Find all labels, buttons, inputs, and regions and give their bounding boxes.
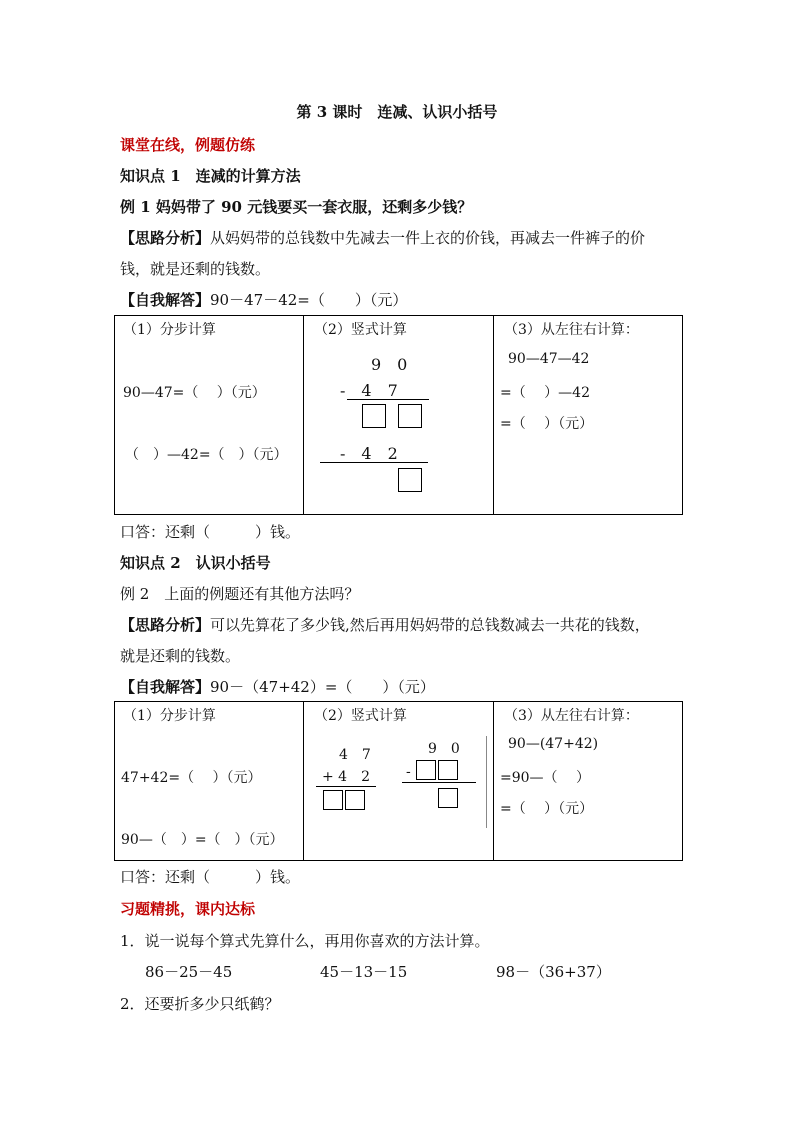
solve-text: 90－（47+42）=（ ）（元）: [210, 678, 435, 696]
page-title: 第 3 课时 连减、认识小括号: [296, 103, 498, 121]
answer-box[interactable]: [416, 760, 436, 780]
step-calc-line2: （ ）—42=（ ）（元）: [125, 447, 288, 463]
vertical-top-number: 9 0: [371, 355, 408, 374]
left-to-right-line2: =90—（ ）: [500, 770, 590, 786]
vertical-subtrahend-2: - 4 2: [340, 444, 398, 463]
vertical-rule-2: [320, 462, 428, 463]
answer-box[interactable]: [362, 404, 386, 428]
solution-table-2: [114, 701, 683, 861]
analysis-tag: 【思路分析】: [120, 616, 211, 634]
vertical-rule-1: [347, 399, 429, 400]
answer-box[interactable]: [438, 788, 458, 808]
example-1-analysis-line2: 钱，就是还剩的钱数。: [120, 260, 271, 278]
answer-box[interactable]: [438, 760, 458, 780]
solve-text: 90－47－42=（ ）（元）: [210, 291, 408, 309]
vertical-a-top: 4 7: [339, 747, 371, 763]
answer-box[interactable]: [398, 404, 422, 428]
step-calc-line1: 47+42=（ ）（元）: [121, 770, 262, 786]
divider-line: [486, 736, 487, 828]
answer-box[interactable]: [398, 468, 422, 492]
vertical-subtrahend-1: - 4 7: [340, 381, 398, 400]
example-1-analysis-line1: [120, 227, 645, 248]
solve-tag: 【自我解答】: [120, 678, 211, 696]
analysis-tag: 【思路分析】: [120, 229, 211, 247]
vertical-a-rule: [316, 786, 376, 787]
vertical-b-rule: [402, 782, 476, 783]
vertical-calc-heading: （2）竖式计算: [314, 708, 407, 724]
solve-tag: 【自我解答】: [120, 291, 211, 309]
left-to-right-line2: =（ ）—42: [500, 385, 590, 401]
oral-answer-1: 口答：还剩（ ）钱。: [120, 523, 301, 541]
example-2: 例 2 上面的例题还有其他方法吗？: [120, 585, 360, 603]
example-1-solve: [120, 289, 407, 310]
vertical-a-addend: + 4 2: [322, 769, 370, 785]
oral-answer-2: 口答：还剩（ ）钱。: [120, 868, 301, 886]
example-2-solve: [120, 676, 435, 697]
knowledge-point-1: 知识点 1 连减的计算方法: [120, 167, 301, 185]
answer-box[interactable]: [323, 790, 343, 810]
left-to-right-heading: （3）从左往右计算：: [504, 708, 639, 724]
analysis-text: 可以先算花了多少钱,然后再用妈妈带的总钱数减去一共花的钱数，: [210, 616, 650, 634]
left-to-right-line1: 90—47—42: [508, 351, 590, 367]
question-1: 1．说一说每个算式先算什么，再用你喜欢的方法计算。: [120, 932, 490, 950]
question-2: 2．还要折多少只纸鹤？: [120, 995, 280, 1013]
left-to-right-line1: 90—(47+42): [508, 736, 599, 752]
section-heading-exercises: 习题精挑，课内达标: [120, 900, 256, 918]
section-heading-classroom: 课堂在线，例题仿练: [120, 136, 256, 154]
question-1-expr-1: 86－25－45: [145, 963, 233, 981]
step-calc-heading: （1）分步计算: [123, 708, 216, 724]
left-to-right-heading: （3）从左往右计算：: [504, 322, 639, 338]
step-calc-line1: 90—47=（ ）（元）: [123, 385, 266, 401]
analysis-text: 从妈妈带的总钱数中先减去一件上衣的价钱，再减去一件裤子的价: [210, 229, 646, 247]
step-calc-line2: 90—（ ）=（ ）（元）: [121, 832, 284, 848]
example-1: 例 1 妈妈带了 90 元钱要买一套衣服，还剩多少钱？: [120, 198, 473, 216]
step-calc-heading: （1）分步计算: [123, 322, 216, 338]
left-to-right-line3: =（ ）（元）: [500, 801, 594, 817]
vertical-b-top: 9 0: [428, 741, 460, 757]
example-2-analysis-line2: 就是还剩的钱数。: [120, 647, 241, 665]
answer-box[interactable]: [345, 790, 365, 810]
question-1-expr-2: 45－13－15: [320, 963, 408, 981]
knowledge-point-2: 知识点 2 认识小括号: [120, 554, 271, 572]
vertical-b-minus: -: [406, 764, 411, 780]
left-to-right-line3: =（ ）（元）: [500, 416, 594, 432]
question-1-expr-3: 98－（36+37）: [496, 963, 611, 981]
example-2-analysis-line1: [120, 614, 650, 635]
vertical-calc-heading: （2）竖式计算: [314, 322, 407, 338]
solution-table-1: [114, 315, 683, 515]
